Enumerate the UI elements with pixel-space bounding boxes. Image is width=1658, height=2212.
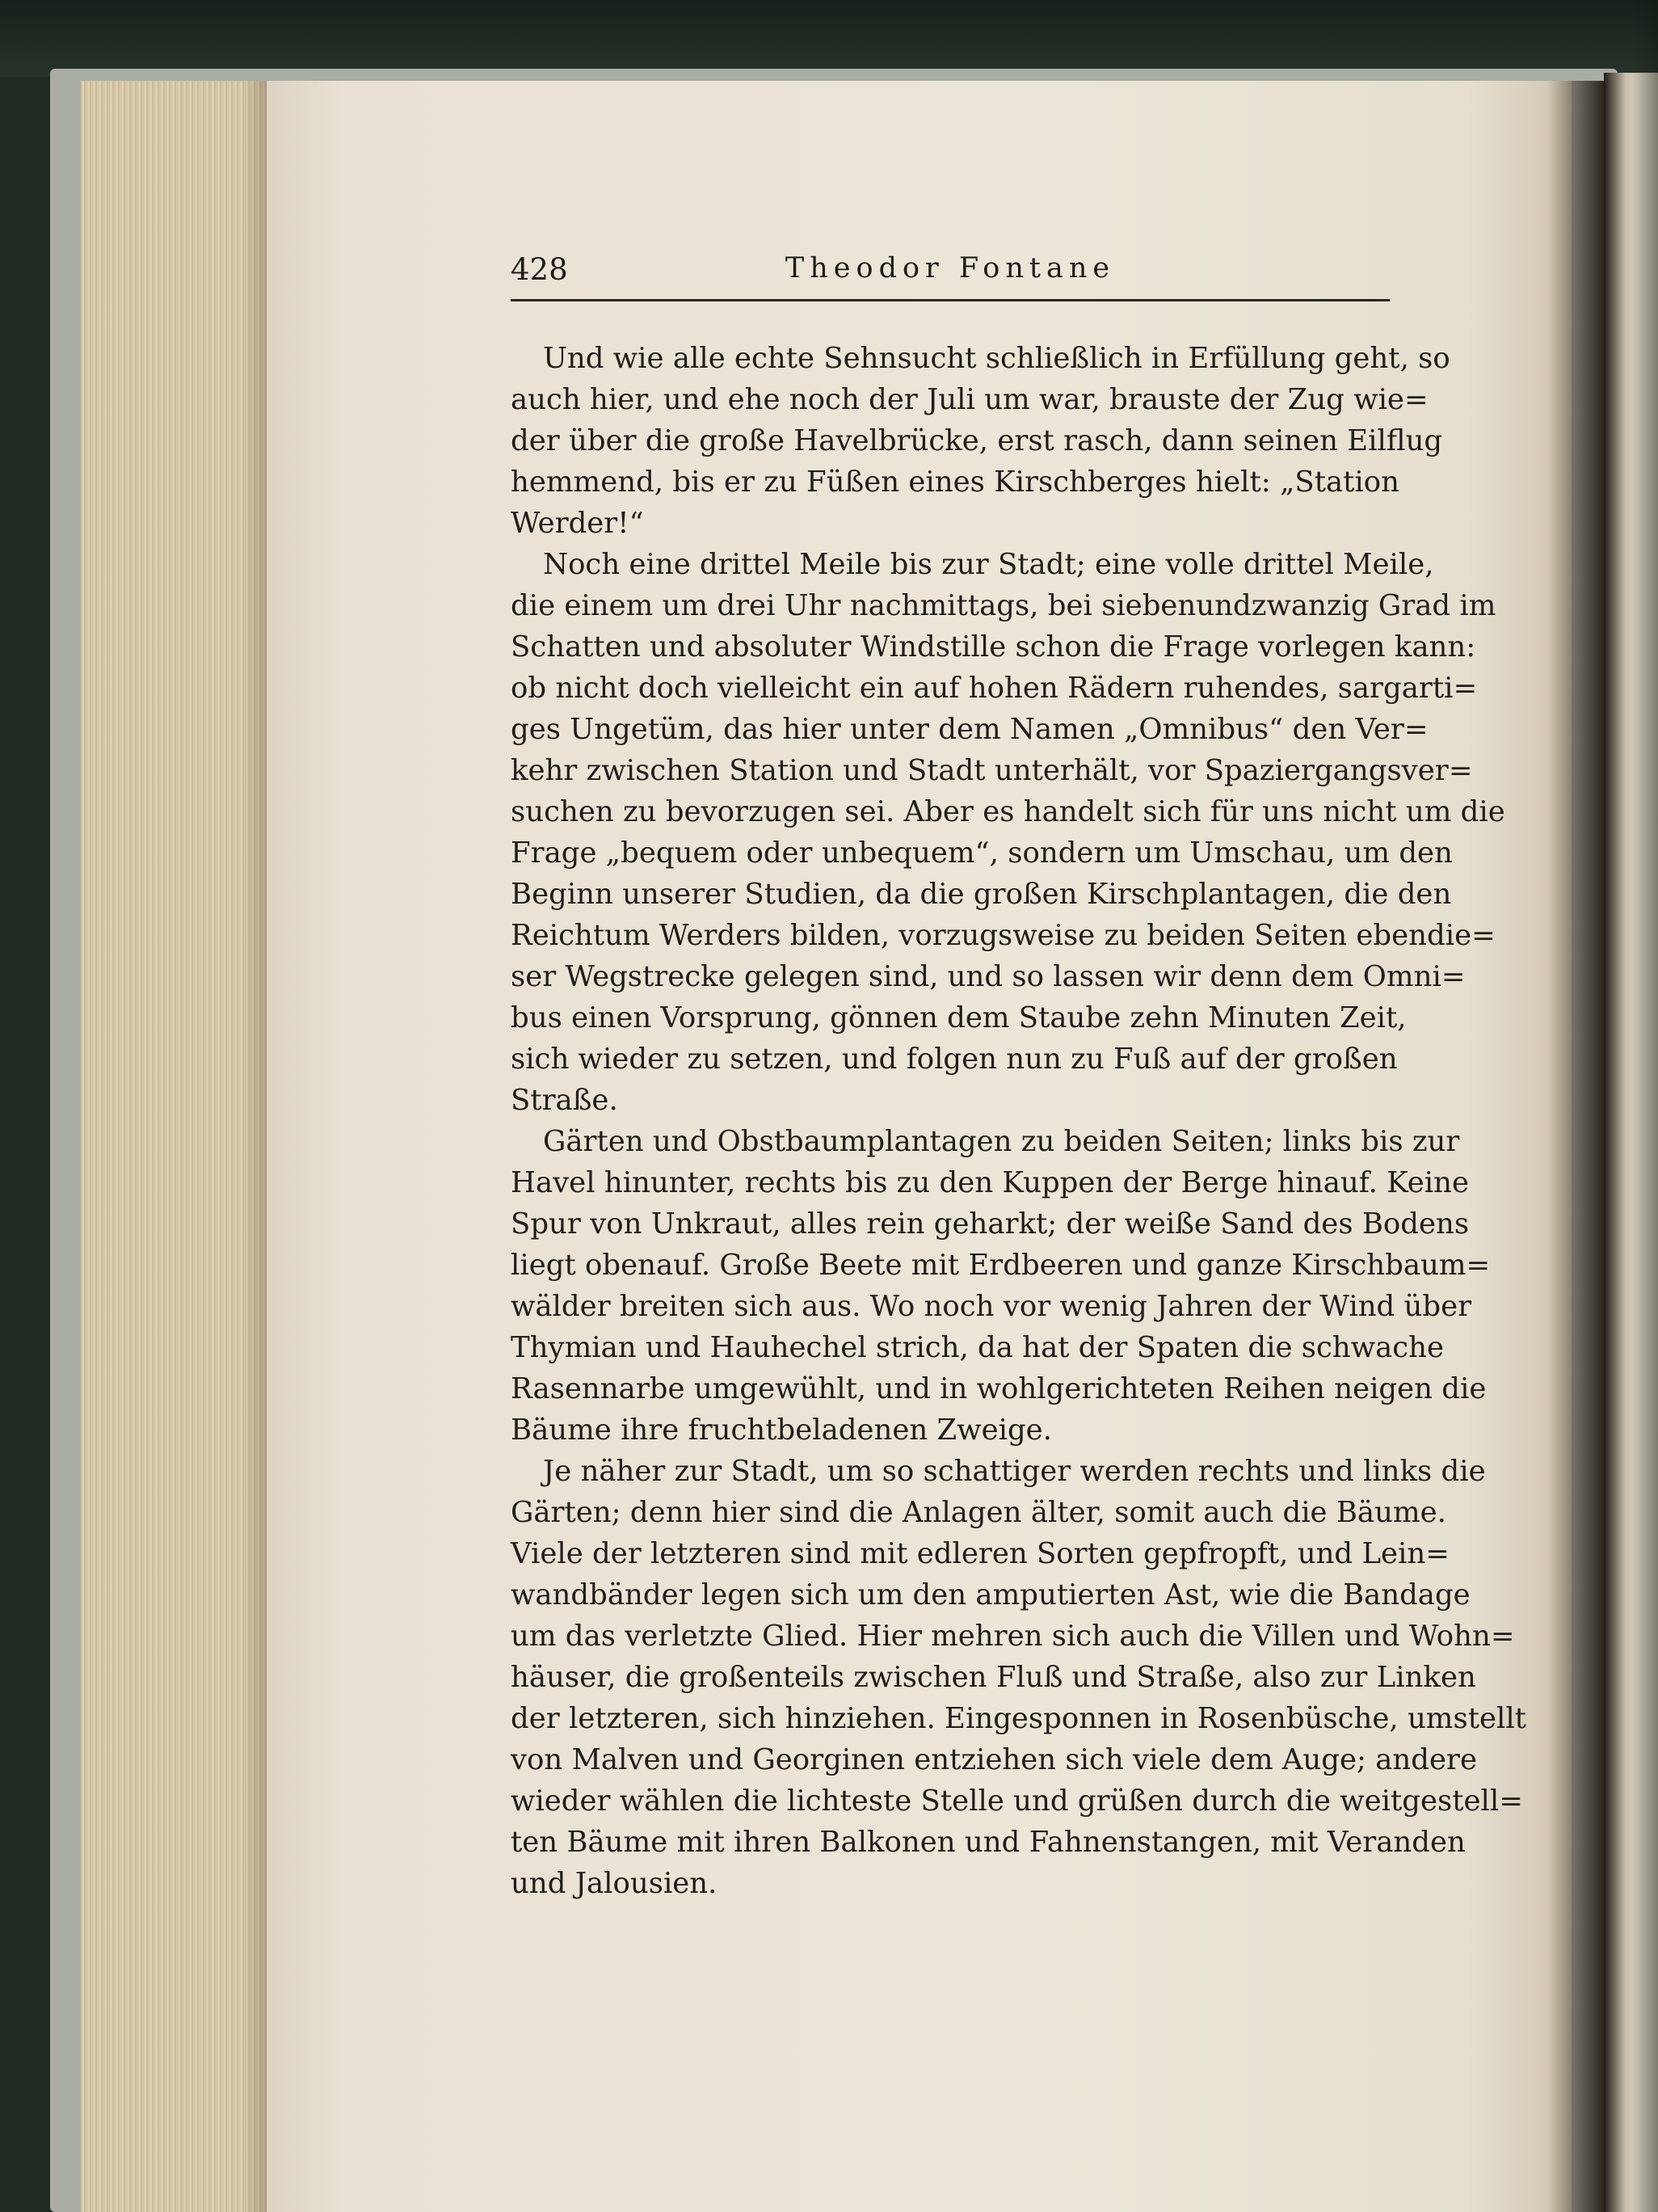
text-line: liegt obenauf. Große Beete mit Erdbeeren und ganze Kirschbaum= bbox=[511, 1249, 1491, 1282]
text-line: sich wieder zu setzen, und folgen nun zu Fuß auf der großen bbox=[511, 1043, 1398, 1076]
text-line: ten Bäume mit ihren Balkonen und Fahnenstangen, mit Veranden bbox=[511, 1826, 1466, 1859]
text-line: Werder!“ bbox=[511, 507, 644, 540]
text-line: wieder wählen die lichteste Stelle und grüßen durch die weitgestell= bbox=[511, 1784, 1523, 1818]
book-gutter bbox=[1547, 81, 1604, 2212]
background bbox=[0, 0, 1658, 77]
text-line: und Jalousien. bbox=[511, 1867, 717, 1900]
paragraph bbox=[511, 338, 1450, 544]
text-line: Und wie alle echte Sehnsucht schließlich in Erfüllung geht, so bbox=[543, 342, 1450, 375]
page-header bbox=[511, 252, 1390, 301]
text-line: wälder breiten sich aus. Wo noch vor wenig Jahren der Wind über bbox=[511, 1290, 1472, 1323]
text-line: häuser, die großenteils zwischen Fluß und Straße, also zur Linken bbox=[511, 1661, 1476, 1694]
text-line: ob nicht doch vielleicht ein auf hohen Rädern ruhendes, sargarti= bbox=[511, 672, 1478, 705]
text-line: um das verletzte Glied. Hier mehren sich auch die Villen und Wohn= bbox=[511, 1620, 1515, 1653]
text-line: Schatten und absoluter Windstille schon die Frage vorlegen kann: bbox=[511, 630, 1476, 664]
paragraph bbox=[511, 1451, 1526, 1904]
text-line: von Malven und Georginen entziehen sich viele dem Auge; andere bbox=[511, 1743, 1477, 1776]
text-line: bus einen Vorsprung, gönnen dem Staube zehn Minuten Zeit, bbox=[511, 1001, 1407, 1034]
text-line: Thymian und Hauhechel strich, da hat der Spaten die schwache bbox=[511, 1331, 1445, 1364]
text-line: suchen zu bevorzugen sei. Aber es handelt sich für uns nicht um die bbox=[511, 795, 1505, 828]
text-line: Noch eine drittel Meile bis zur Stadt; eine volle drittel Meile, bbox=[543, 548, 1434, 581]
page-edges bbox=[81, 81, 268, 2212]
text-line: Gärten und Obstbaumplantagen zu beiden Seiten; links bis zur bbox=[543, 1125, 1460, 1158]
text-line: hemmend, bis er zu Füßen eines Kirschberges hielt: „Station bbox=[511, 466, 1399, 499]
right-shadow bbox=[1632, 0, 1658, 2212]
text-line: Spur von Unkraut, alles rein geharkt; der weiße Sand des Bodens bbox=[511, 1207, 1470, 1241]
text-line: die einem um drei Uhr nachmittags, bei siebenundzwanzig Grad im bbox=[511, 589, 1496, 622]
text-line: Reichtum Werders bilden, vorzugsweise zu beiden Seiten ebendie= bbox=[511, 919, 1496, 952]
text-line: der über die große Havelbrücke, erst rasch, dann seinen Eilflug bbox=[511, 424, 1443, 457]
page-number: 428 bbox=[511, 252, 568, 287]
running-head: Theodor Fontane bbox=[785, 252, 1116, 284]
text-line: Rasennarbe umgewühlt, und in wohlgerichteten Reihen neigen die bbox=[511, 1372, 1487, 1405]
text-line: Beginn unserer Studien, da die großen Kirschplantagen, die den bbox=[511, 878, 1452, 911]
text-line: ges Ungetüm, das hier unter dem Namen „Omnibus“ den Ver= bbox=[511, 713, 1429, 746]
text-line: ser Wegstrecke gelegen sind, und so lassen wir denn dem Omni= bbox=[511, 960, 1466, 993]
text-line: auch hier, und ehe noch der Juli um war, brauste der Zug wie= bbox=[511, 383, 1429, 416]
text-line: Frage „bequem oder unbequem“, sondern um Umschau, um den bbox=[511, 836, 1453, 870]
text-line: Havel hinunter, rechts bis zu den Kuppen der Berge hinauf. Keine bbox=[511, 1166, 1469, 1199]
text-line: Bäume ihre fruchtbeladenen Zweige. bbox=[511, 1414, 1052, 1447]
text-line: Je näher zur Stadt, um so schattiger werden rechts und links die bbox=[543, 1455, 1486, 1488]
text-line: Straße. bbox=[511, 1084, 618, 1117]
text-line: kehr zwischen Station und Stadt unterhält, vor Spaziergangsver= bbox=[511, 754, 1473, 787]
text-line: Viele der letzteren sind mit edleren Sorten gepfropft, und Lein= bbox=[511, 1537, 1450, 1570]
paragraph bbox=[511, 544, 1505, 1121]
text-line: Gärten; denn hier sind die Anlagen älter, somit auch die Bäume. bbox=[511, 1496, 1446, 1529]
body-text bbox=[511, 338, 1526, 1904]
text-line: der letzteren, sich hinziehen. Eingesponnen in Rosenbüsche, umstellt bbox=[511, 1702, 1526, 1735]
paragraph bbox=[511, 1121, 1491, 1451]
text-line: wandbänder legen sich um den amputierten Ast, wie die Bandage bbox=[511, 1578, 1471, 1612]
